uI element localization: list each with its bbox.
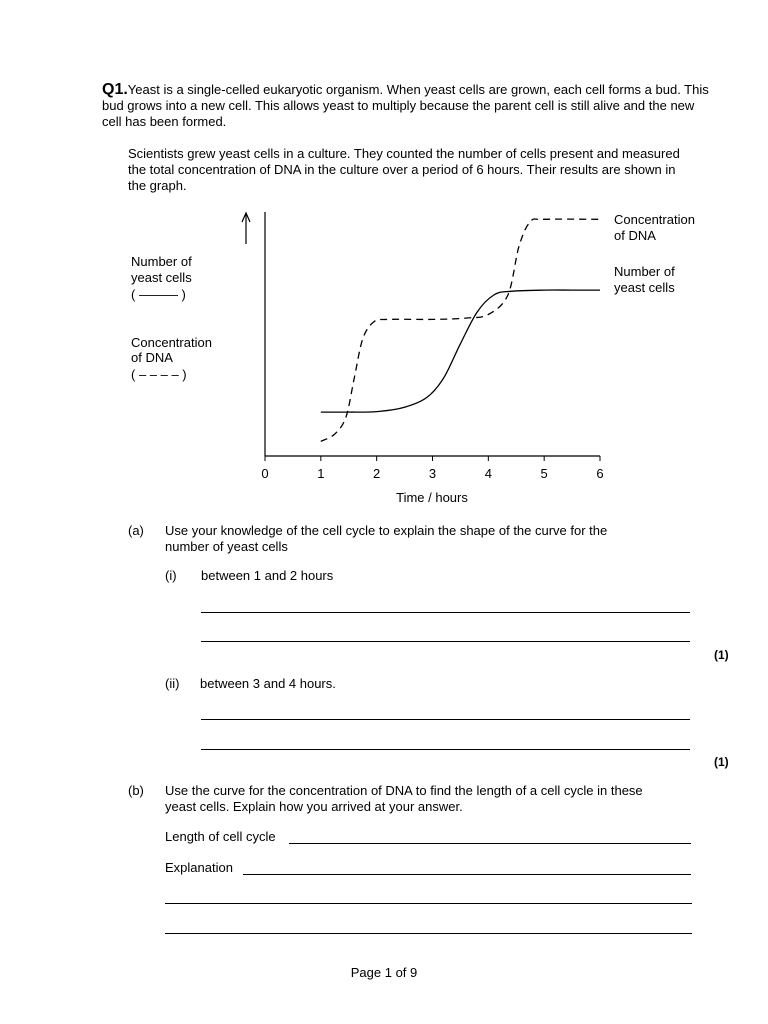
x-tick-label-2: 2	[373, 466, 381, 481]
legend-dna-key: ( – – – – )	[131, 367, 187, 382]
answer-line-a-i-2[interactable]	[201, 641, 690, 642]
answer-line-a-ii-1[interactable]	[201, 719, 690, 720]
y-axis-arrow-icon	[242, 213, 250, 244]
part-a-i-text: between 1 and 2 hours	[201, 568, 334, 583]
part-a-ii-label: (ii)	[165, 676, 180, 691]
answer-line-explanation-3[interactable]	[165, 933, 692, 934]
legend-dna-label-2: of DNA	[131, 350, 173, 365]
x-tick-label-3: 3	[428, 466, 437, 481]
answer-line-length[interactable]	[289, 843, 691, 844]
series-label-cells-2: yeast cells	[614, 280, 675, 295]
answer-line-explanation-1[interactable]	[243, 874, 691, 875]
answer-line-a-ii-2[interactable]	[201, 749, 690, 750]
series-label-dna-1: Concentration	[614, 212, 695, 227]
part-b-text	[165, 783, 725, 815]
part-a-text	[165, 523, 705, 555]
legend-cells-key: ( ——— )	[131, 287, 186, 302]
part-b-text-line-1: Use the curve for the concentration of DNA to find the length of a cell cycle in these	[165, 783, 643, 798]
x-axis-label: Time / hours	[396, 490, 468, 505]
page-number: Page 1 of 9	[350, 965, 418, 980]
series-line-dna	[321, 219, 600, 441]
part-a-text-line-1: Use your knowledge of the cell cycle to explain the shape of the curve for the	[165, 523, 608, 538]
part-b-text-line-2: yeast cells. Explain how you arrived at your answer.	[165, 799, 463, 814]
legend-dna-label-1: Concentration	[131, 335, 212, 350]
answer-line-explanation-2[interactable]	[165, 903, 692, 904]
x-tick-label-0: 0	[261, 466, 269, 481]
x-tick-label-5: 5	[540, 466, 548, 481]
series-label-dna-2: of DNA	[614, 228, 656, 243]
question-number: Q1.	[102, 81, 128, 98]
part-a-i-label: (i)	[165, 568, 177, 583]
x-tick-label-4: 4	[484, 466, 492, 481]
answer-line-a-i-1[interactable]	[201, 612, 690, 613]
legend-cells-label-1: Number of	[131, 254, 192, 269]
part-b-label: (b)	[128, 783, 144, 798]
marks-a-i: (1)	[714, 648, 729, 662]
part-a-label: (a)	[128, 523, 144, 538]
series-line-yeast-cells	[321, 290, 600, 412]
length-label: Length of cell cycle	[165, 829, 276, 844]
x-tick-label-6: 6	[596, 466, 604, 481]
question-intro-text: Yeast is a single-celled eukaryotic organism. When yeast cells are grown, each cell forms a bud. This bud grows into a new cell. This allows yeast to multiply because the parent cell is still alive and the new cell has been formed.	[102, 82, 709, 129]
series-label-cells-1: Number of	[614, 264, 675, 279]
part-a-text-line-2: number of yeast cells	[165, 539, 288, 554]
x-tick-label-1: 1	[317, 466, 325, 481]
yeast-growth-chart	[0, 200, 768, 510]
experiment-context: Scientists grew yeast cells in a culture. They counted the number of cells present and measured the total concentration of DNA in the culture over a period of 6 hours. Their results are shown in the graph.	[128, 146, 680, 193]
part-a-ii-text: between 3 and 4 hours.	[200, 676, 336, 691]
explanation-label: Explanation	[165, 860, 233, 875]
question-intro	[102, 82, 712, 130]
marks-a-ii: (1)	[714, 755, 729, 769]
legend-cells-label-2: yeast cells	[131, 270, 192, 285]
